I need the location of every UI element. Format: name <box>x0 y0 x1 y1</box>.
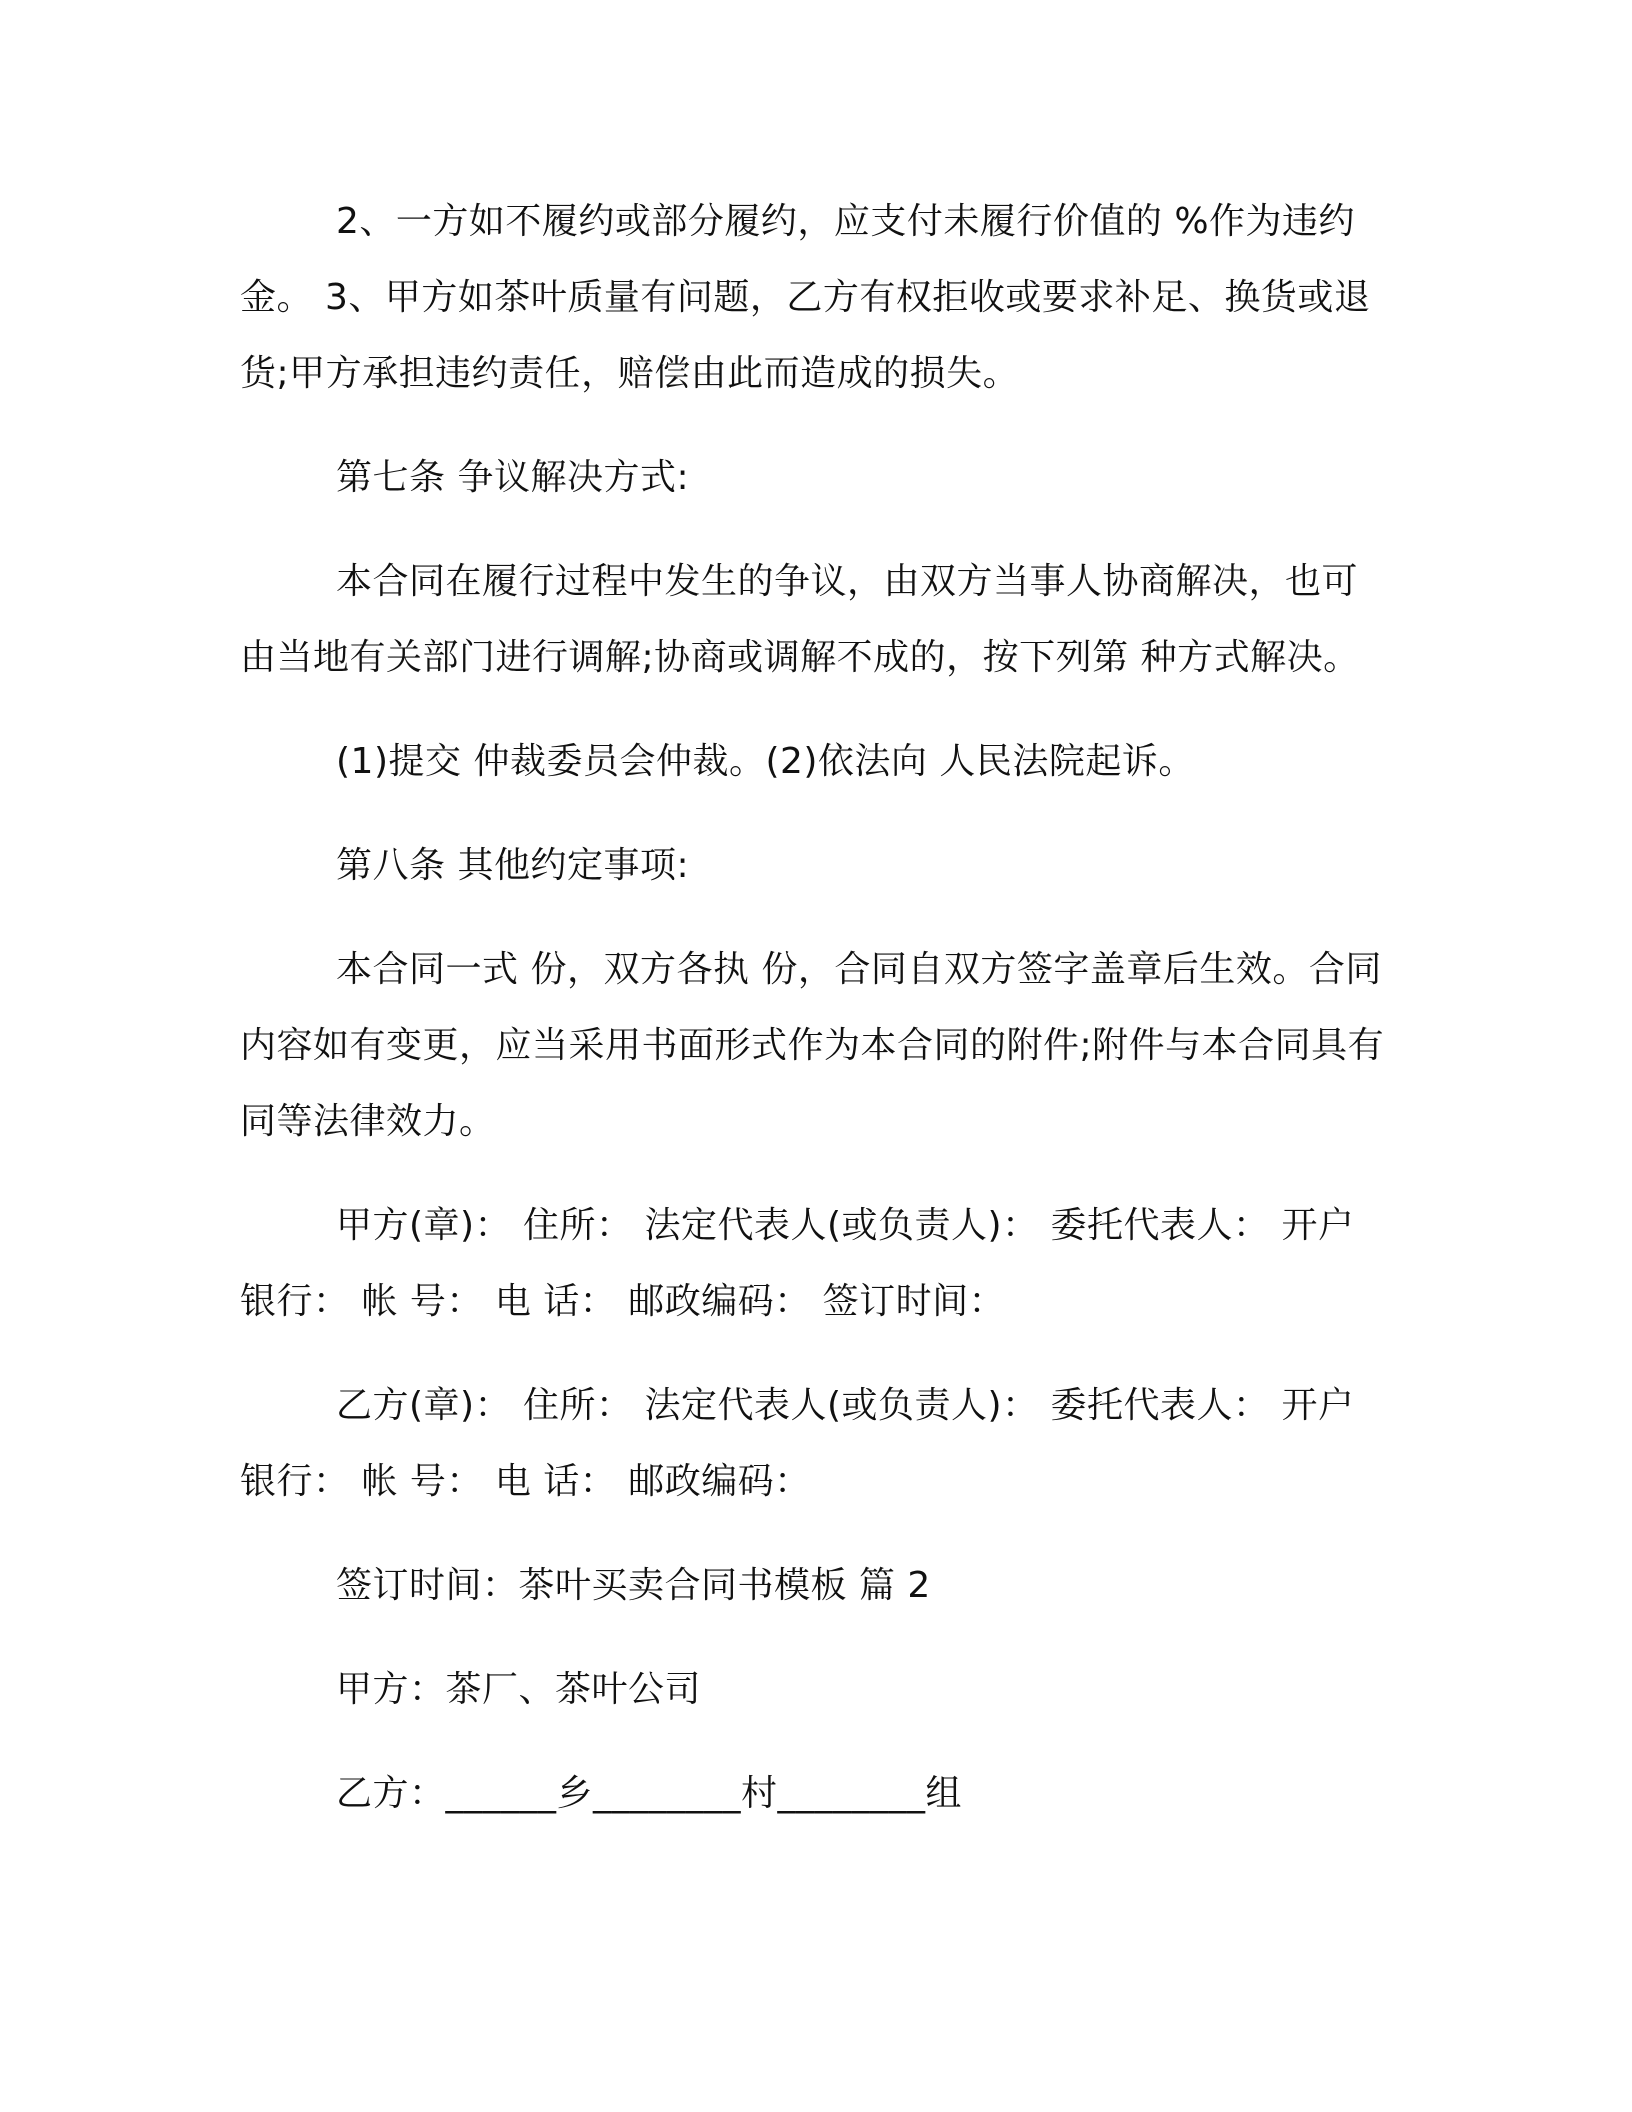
party-b-line: 乙方：______乡________村________组 <box>336 1773 963 1814</box>
paragraph-dispute-options: (1)提交 仲裁委员会仲裁。(2)依法向 人民法院起诉。 <box>336 741 1195 782</box>
paragraph-breach-penalty: 2、一方如不履约或部分履约，应支付未履行价值的 %作为违约金。 3、甲方如茶叶质量有问题，乙方有权拒收或要求补足、换货或退货;甲方承担违约责任，赔偿由此而造成的损失。 <box>240 201 1371 394</box>
party-b-signature-block: 乙方(章)： 住所： 法定代表人(或负责人)： 委托代表人： 开户银行： 帐 号： 电 话： 邮政编码： <box>240 1385 1355 1502</box>
paragraph-dispute-resolution: 本合同在履行过程中发生的争议，由双方当事人协商解决，也可由当地有关部门进行调解;协商或调解不成的，按下列第 种方式解决。 <box>240 561 1360 678</box>
party-a-line: 甲方：茶厂、茶叶公司 <box>336 1669 702 1710</box>
heading-article-8: 第八条 其他约定事项: <box>336 845 690 886</box>
paragraph-other-terms: 本合同一式 份，双方各执 份，合同自双方签字盖章后生效。合同内容如有变更，应当采用书面形式作为本合同的附件;附件与本合同具有同等法律效力。 <box>240 949 1385 1142</box>
document-body <box>240 184 1390 1860</box>
party-a-signature-block: 甲方(章)： 住所： 法定代表人(或负责人)： 委托代表人： 开户银行： 帐 号： 电 话： 邮政编码： 签订时间： <box>240 1205 1355 1322</box>
signing-date-and-title: 签订时间：茶叶买卖合同书模板 篇 2 <box>336 1565 931 1606</box>
heading-article-7: 第七条 争议解决方式: <box>336 457 690 498</box>
